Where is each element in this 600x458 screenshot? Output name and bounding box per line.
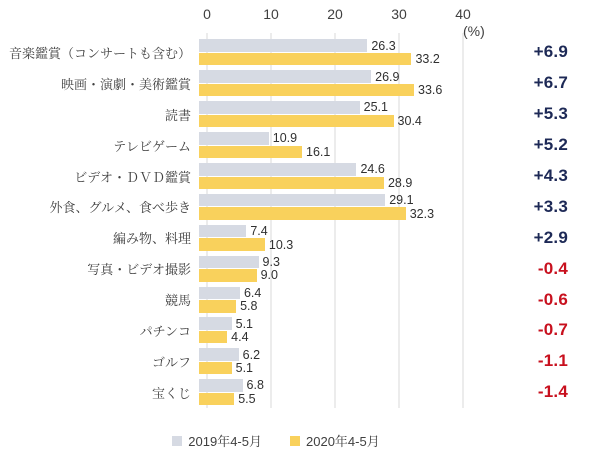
bar-2020年4-5月: [199, 393, 234, 406]
bar-group: [199, 253, 455, 284]
bar-2020年4-5月: [199, 269, 257, 282]
bar-value-label: 5.5: [238, 391, 256, 406]
category-label: 音楽鑑賞（コンサートも含む）: [8, 45, 191, 61]
bar-line: [199, 101, 455, 114]
bar-line: [199, 256, 455, 269]
diff-value: +2.9: [533, 227, 568, 247]
chart-row: [0, 37, 600, 68]
bar-group: [199, 99, 455, 130]
bar-line: [199, 331, 455, 344]
category-label: ゴルフ: [151, 354, 191, 370]
bar-value-label: 7.4: [250, 224, 268, 239]
bar-group: [199, 315, 455, 346]
bar-2019年4-5月: [199, 317, 232, 330]
bar-2019年4-5月: [199, 256, 259, 269]
bar-value-label: 25.1: [363, 100, 388, 115]
x-axis-unit-label: (%): [463, 23, 485, 39]
bar-line: [199, 317, 455, 330]
bar-line: [199, 194, 455, 207]
bar-2019年4-5月: [199, 163, 356, 176]
bar-group: [199, 130, 455, 161]
diff-value: -0.7: [537, 320, 568, 340]
bar-2020年4-5月: [199, 53, 411, 66]
bar-2019年4-5月: [199, 225, 246, 238]
chart-row: [0, 130, 600, 161]
bar-value-label: 24.6: [360, 162, 385, 177]
diff-value: -0.6: [537, 289, 568, 309]
bar-group: [199, 37, 455, 68]
bar-value-label: 5.1: [235, 361, 254, 376]
bar-2019年4-5月: [199, 101, 360, 114]
bar-2019年4-5月: [199, 70, 371, 83]
bar-group: [199, 161, 455, 192]
x-axis: [203, 6, 485, 39]
diff-value: +3.3: [533, 196, 568, 216]
category-label: 競馬: [164, 293, 191, 309]
bar-2020年4-5月: [199, 84, 414, 97]
chart-row: [0, 253, 600, 284]
bar-2019年4-5月: [199, 194, 385, 207]
bar-line: [199, 177, 455, 190]
chart-row: [0, 377, 600, 408]
bar-group: [199, 191, 455, 222]
bar-line: [199, 300, 455, 313]
category-label: 外食、グルメ、食べ歩き: [49, 200, 191, 216]
bar-group: [199, 346, 455, 377]
bar-line: [199, 163, 455, 176]
diff-value: +5.3: [533, 104, 568, 124]
category-label: 写真・ビデオ撮影: [87, 262, 191, 278]
category-label: パチンコ: [139, 323, 191, 339]
bar-group: [199, 284, 455, 315]
bar-2020年4-5月: [199, 331, 227, 344]
category-label: ビデオ・ＤＶＤ鑑賞: [74, 169, 191, 185]
category-label: 編み物、料理: [112, 231, 191, 247]
bar-value-label: 28.9: [387, 175, 413, 190]
bar-line: [199, 146, 455, 159]
legend-swatch: [172, 436, 182, 446]
x-tick-label: 0: [203, 6, 211, 22]
bar-line: [199, 39, 455, 52]
bar-value-label: 26.3: [371, 38, 396, 53]
category-label: 宝くじ: [151, 385, 191, 401]
diff-value: +6.9: [533, 42, 568, 62]
legend-label: 2020年4-5月: [306, 434, 380, 449]
category-label: 読書: [164, 107, 191, 123]
bar-value-label: 6.2: [242, 347, 261, 362]
bar-value-label: 26.9: [375, 69, 400, 84]
bar-2019年4-5月: [199, 379, 243, 392]
chart-row: [0, 99, 600, 130]
diff-value: +4.3: [533, 166, 568, 185]
bar-2019年4-5月: [199, 287, 240, 300]
chart-row: [0, 191, 600, 222]
bar-value-label: 6.8: [246, 378, 264, 393]
bar-line: [199, 393, 455, 406]
bar-2019年4-5月: [199, 132, 269, 145]
chart-row: [0, 346, 600, 377]
bar-line: [199, 207, 455, 220]
bar-line: [199, 379, 455, 392]
bar-2020年4-5月: [199, 115, 394, 128]
bar-line: [199, 362, 455, 375]
legend-label: 2019年4-5月: [188, 434, 262, 449]
bar-line: [199, 287, 455, 300]
bar-2020年4-5月: [199, 300, 236, 313]
legend-item: [172, 431, 262, 450]
bar-value-label: 16.1: [306, 144, 331, 159]
bar-line: [199, 70, 455, 83]
bar-value-label: 5.1: [235, 316, 254, 331]
bar-value-label: 5.8: [240, 299, 258, 314]
chart-row: [0, 222, 600, 253]
diff-value: +5.2: [533, 135, 568, 155]
chart-row: [0, 68, 600, 99]
bar-value-label: 32.3: [409, 206, 435, 221]
chart-row: [0, 284, 600, 315]
bar-2020年4-5月: [199, 177, 384, 190]
bar-2019年4-5月: [199, 39, 367, 52]
bar-2020年4-5月: [199, 238, 265, 251]
diff-value: -1.4: [537, 382, 568, 402]
chart-rows: [0, 37, 600, 408]
bar-2020年4-5月: [199, 362, 232, 375]
bar-line: [199, 84, 455, 97]
bar-line: [199, 238, 455, 251]
chart-row: [0, 315, 600, 346]
bar-line: [199, 269, 455, 282]
category-label: テレビゲーム: [113, 138, 191, 154]
bar-line: [199, 348, 455, 361]
legend-swatch: [290, 436, 300, 446]
bar-value-label: 10.3: [268, 237, 294, 252]
x-tick-label: 20: [327, 6, 343, 22]
x-tick-label: 10: [263, 6, 279, 22]
bar-group: [199, 222, 455, 253]
diff-value: +6.7: [533, 73, 568, 93]
bar-value-label: 30.4: [397, 113, 422, 128]
bar-line: [199, 132, 455, 145]
bar-value-label: 29.1: [389, 193, 414, 208]
bar-value-label: 9.0: [260, 268, 278, 283]
bar-line: [199, 225, 455, 238]
chart-row: [0, 161, 600, 192]
legend: [0, 431, 552, 450]
bar-2019年4-5月: [199, 348, 239, 361]
bar-group: [199, 68, 455, 99]
legend-item: [290, 431, 380, 450]
bar-line: [199, 53, 455, 66]
bar-value-label: 10.9: [272, 131, 298, 146]
bar-value-label: 9.3: [262, 254, 280, 269]
category-label: 映画・演劇・美術鑑賞: [60, 76, 191, 92]
bar-2020年4-5月: [199, 207, 406, 220]
bar-2020年4-5月: [199, 146, 302, 159]
bar-group: [199, 377, 455, 408]
x-tick-label: 30: [391, 6, 407, 22]
bar-value-label: 33.6: [418, 83, 443, 98]
x-tick-label: 40: [455, 6, 471, 22]
bar-value-label: 33.2: [415, 52, 440, 67]
bar-value-label: 6.4: [243, 285, 262, 300]
diff-value: -0.4: [537, 258, 568, 278]
bar-value-label: 4.4: [231, 330, 249, 345]
bar-line: [199, 115, 455, 128]
diff-value: -1.1: [537, 351, 568, 371]
